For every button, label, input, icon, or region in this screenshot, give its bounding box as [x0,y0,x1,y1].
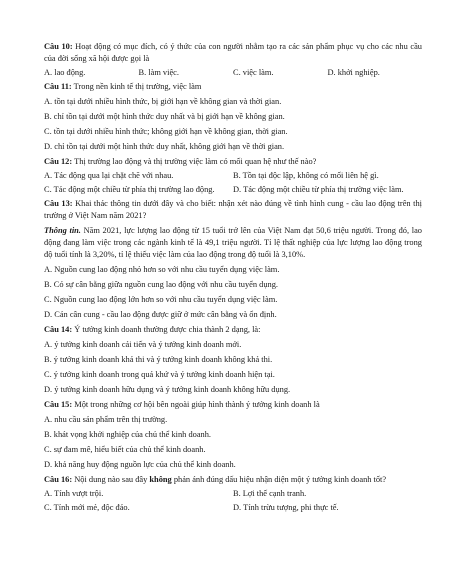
question-16 [44,474,422,486]
option-b: B. ý tưởng kinh doanh khả thi và ý tưởng kinh doanh không khả thi. [44,355,273,365]
options-row [44,170,422,182]
question-text: Trong nền kinh tế thị trường, việc làm [71,82,202,92]
option-d: D. khởi nghiệp. [327,67,380,77]
question-12 [44,156,422,168]
question-11 [44,81,422,93]
option-d: D. Tác động một chiều từ phía thị trường việc làm. [233,184,404,194]
option-b: B. làm việc. [138,67,179,77]
question-number: Câu 13: [44,199,73,209]
question-text-continued: phản ánh đúng dấu hiệu nhận diện một ý tưởng kinh doanh tốt? [171,475,387,485]
option-d: D. khả năng huy động nguồn lực của chủ thể kinh doanh. [44,460,236,470]
option-a: A. Tính vượt trội. [44,488,104,498]
option-c: C. Nguồn cung lao động lớn hơn so với nhu cầu tuyển dụng việc làm. [44,295,278,305]
option-c: C. sự đam mê, hiểu biết của chủ thể kinh doanh. [44,445,206,455]
option-a: A. Tác động qua lại chặt chẽ với nhau. [44,171,174,180]
question-13 [44,198,422,222]
info-text: Năm 2021, lực lượng lao động từ 15 tuổi trở lên của Việt Nam đạt 50,6 triệu người. Trong đó, lao động đang làm việc trong các ngành kinh tế là 49,1 triệu người. Tỉ lệ thất nghiệp của lực lượng lao động trong độ tuổi tính là 3,20%, tỉ lệ thiếu việc làm của lao động trong độ tuổi là 3,10%. [44,225,422,260]
info-label: Thông tin. [44,225,81,235]
option-d: D. Tính trừu tượng, phi thực tế. [233,502,339,512]
question-text: Thị trường lao động và thị trường việc làm có mối quan hệ như thế nào? [72,157,317,167]
question-text: Hoạt động có mục đích, có ý thức của con người nhằm tạo ra các sản phẩm phục vụ cho các nhu cầu của đời sống xã hội được gọi là [44,42,422,64]
options-row [44,67,422,79]
option-d: D. chỉ tồn tại dưới một hình thức duy nhất, không giới hạn về thời gian. [44,142,285,152]
question-number: Câu 12: [44,157,73,167]
question-text: Một trong những cơ hội bên ngoài giúp hình thành ý tưởng kinh doanh là [72,400,320,410]
option-a: A. lao động. [44,67,86,77]
options-row [44,502,422,514]
option-c: C. ý tưởng kinh doanh trong quá khứ và ý tưởng kinh doanh hiện tại. [44,370,275,380]
option-b: B. Tồn tại độc lập, không có mối liên hệ gì. [233,171,379,180]
options-row [44,184,422,196]
question-number: Câu 15: [44,400,73,410]
option-b: B. Có sự cân bằng giữa nguồn cung lao động với nhu cầu tuyển dụng. [44,280,279,290]
question-number: Câu 10: [44,42,73,51]
option-d: D. ý tưởng kinh doanh hữu dụng và ý tưởng kinh doanh không hữu dụng. [44,385,291,395]
question-text: Nội dung nào sau đây [72,475,150,485]
question-14 [44,324,422,336]
document-page [44,41,422,515]
options-row [44,488,422,500]
option-a: A. ý tưởng kinh doanh cải tiến và ý tưởng kinh doanh mới. [44,340,242,350]
option-c: C. Tính mới mẻ, độc đáo. [44,502,130,512]
question-text: Khai thác thông tin dưới đây và cho biết: nhận xét nào đúng về tình hình cung - cầu lao động trên thị trường ở Việt Nam năm 2021? [44,199,422,221]
option-b: B. khát vọng khởi nghiệp của chủ thể kinh doanh. [44,430,212,440]
emphasis-text: không [149,475,172,485]
option-c: C. Tác động một chiều từ phía thị trường lao động. [44,184,215,194]
question-number: Câu 14: [44,325,73,335]
option-d: D. Cán cân cung - cầu lao động được giữ ở mức cân bằng và ổn định. [44,310,277,320]
option-b: B. Lợi thế cạnh tranh. [233,488,307,498]
question-text: Ý tưởng kinh doanh thường được chia thành 2 dạng, là: [72,325,261,335]
question-10 [44,41,422,65]
option-b: B. chỉ tồn tại dưới một hình thức duy nhất và bị giới hạn về không gian. [44,112,285,122]
option-a: A. Nguồn cung lao động nhỏ hơn so với nhu cầu tuyển dụng việc làm. [44,265,280,275]
question-number: Câu 11: [44,82,72,92]
option-a: A. tồn tại dưới nhiều hình thức, bị giới hạn về không gian và thời gian. [44,97,282,107]
info-paragraph [44,225,422,262]
option-c: C. việc làm. [233,67,274,77]
option-a: A. nhu cầu sản phẩm trên thị trường. [44,415,168,425]
question-15 [44,399,422,411]
question-number: Câu 16: [44,475,73,485]
option-c: C. tồn tại dưới nhiều hình thức; không giới hạn về không gian, thời gian. [44,127,288,137]
